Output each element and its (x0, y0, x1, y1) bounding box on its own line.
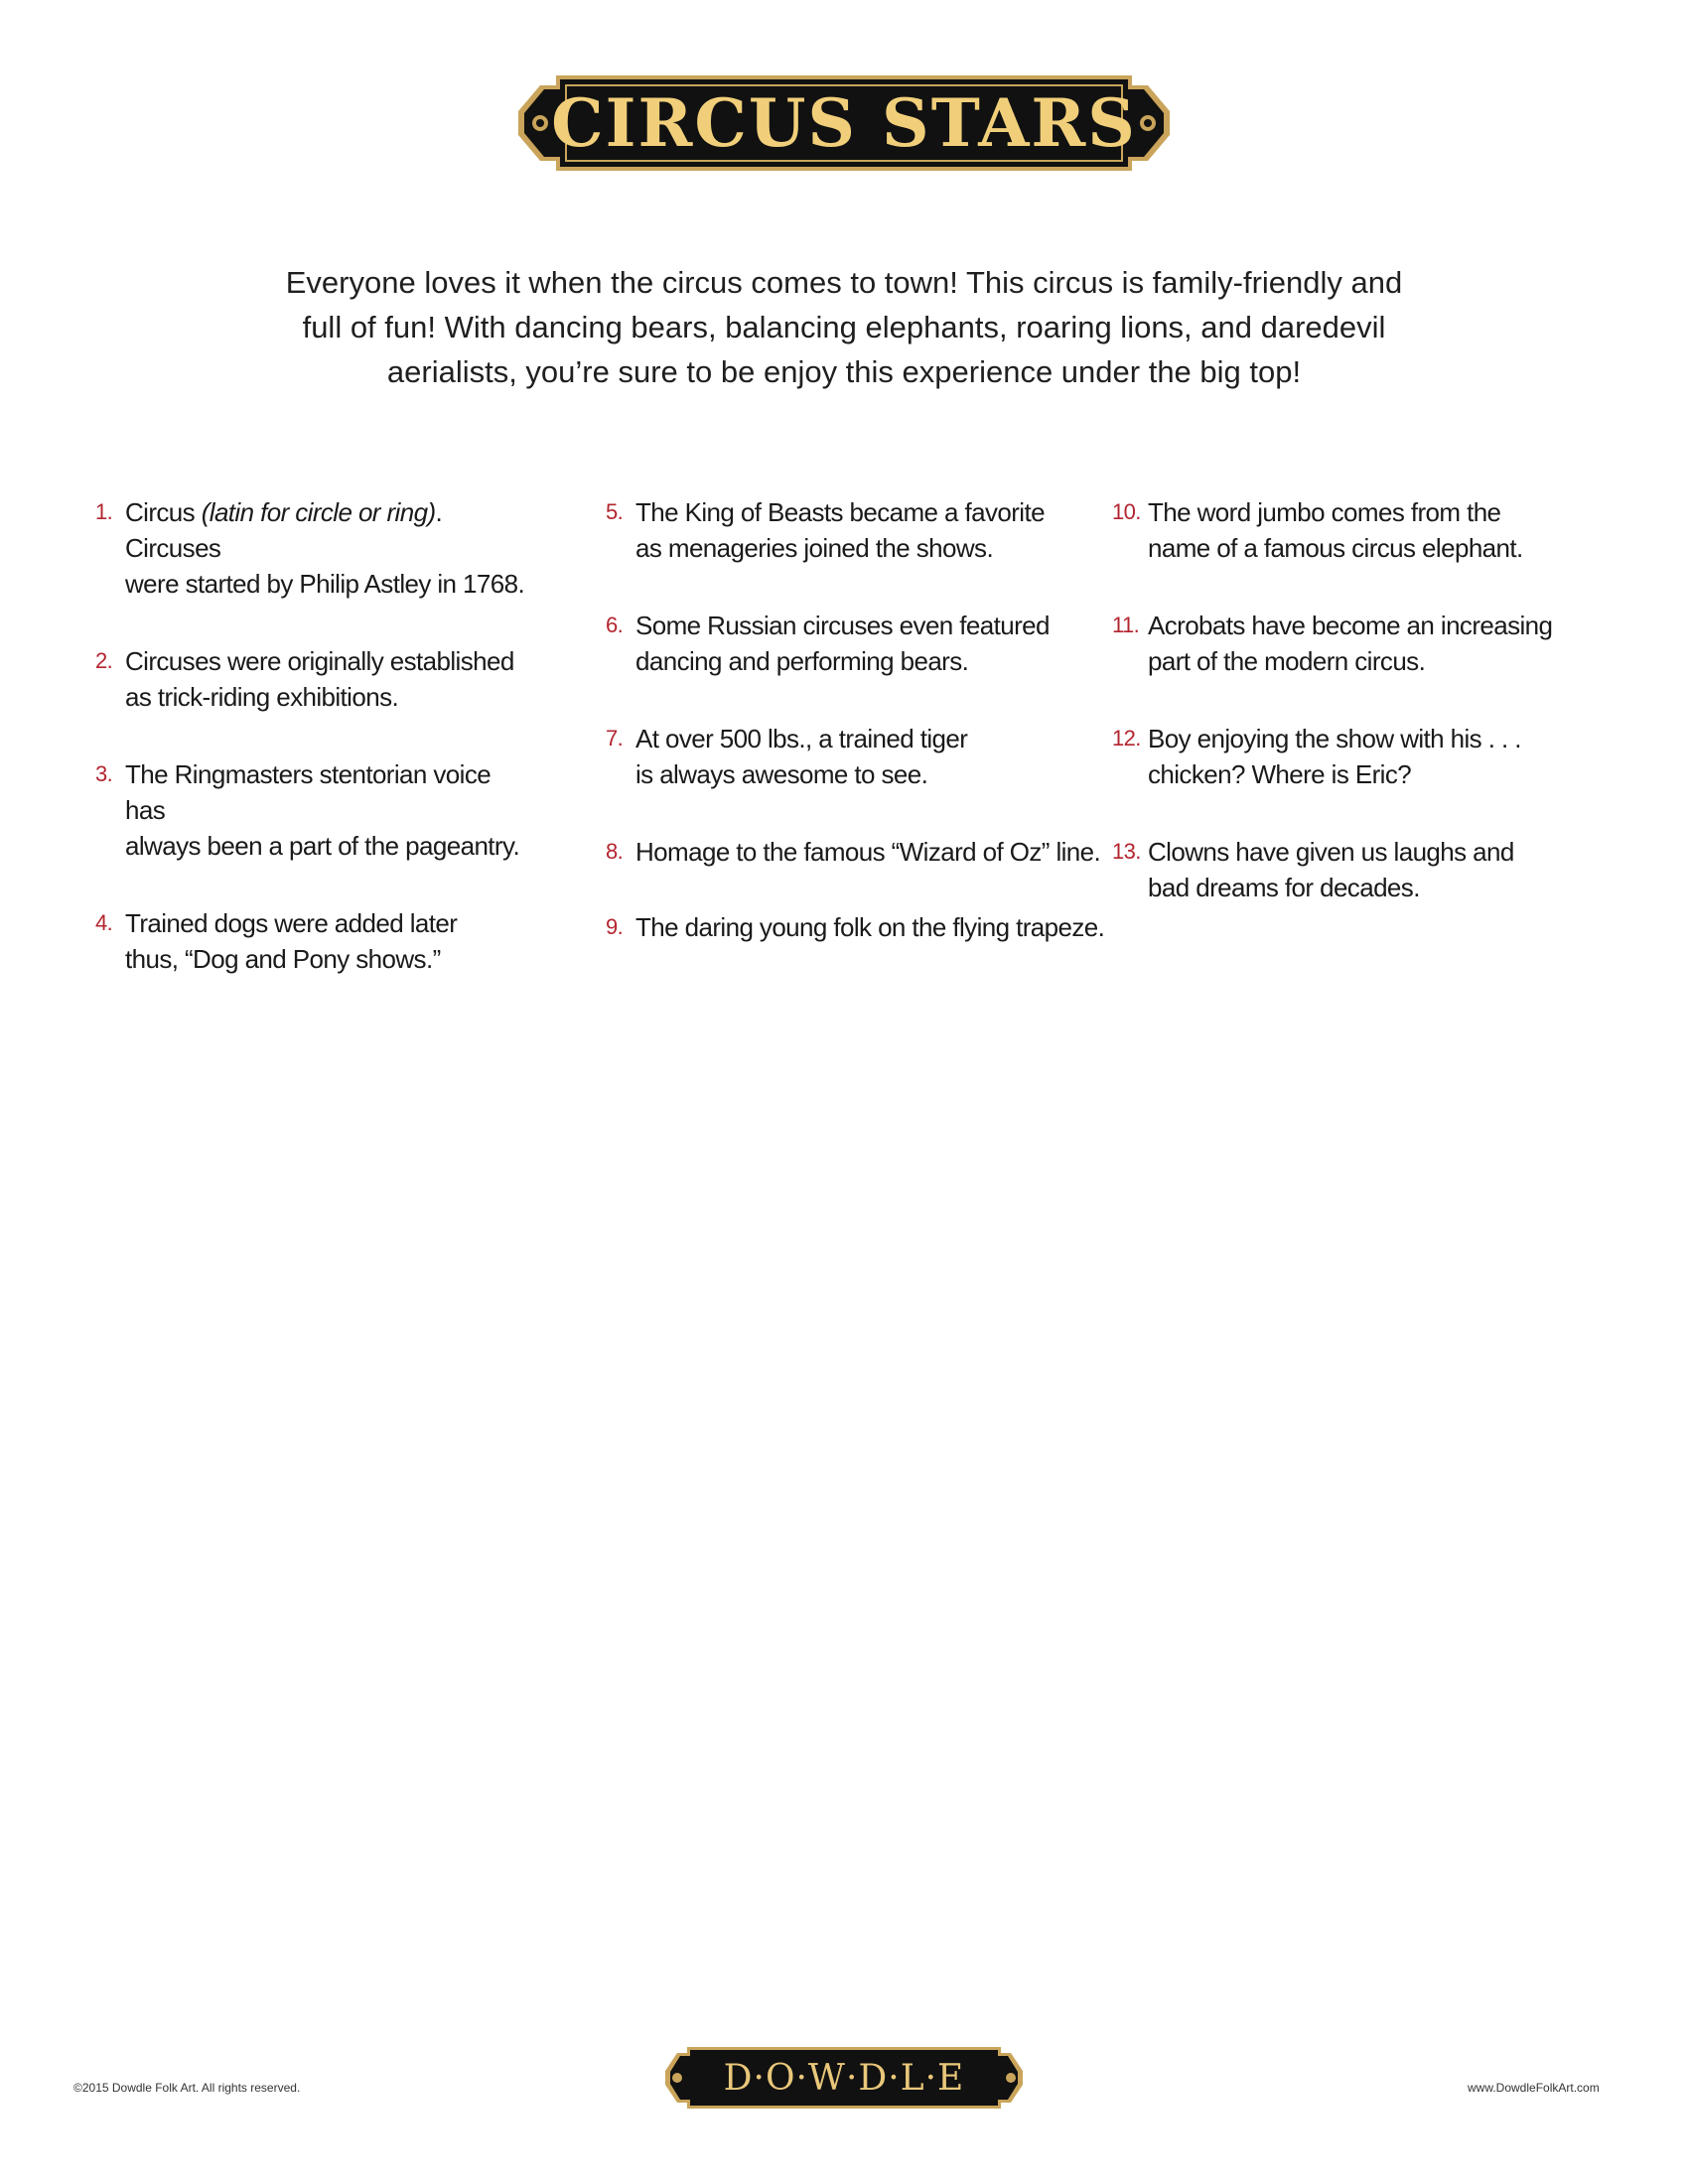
item-number: 12. (1112, 726, 1141, 751)
facts-column-1 (95, 494, 532, 1019)
title-banner (516, 73, 1172, 173)
list-item (95, 905, 532, 977)
item-text: The King of Beasts became a favorite as menageries joined the shows. (635, 497, 1045, 563)
item-number: 13. (1112, 839, 1141, 864)
facts-column-3 (1112, 494, 1609, 947)
list-item (1112, 494, 1609, 566)
list-item (606, 608, 1112, 679)
dowdle-logo (663, 2045, 1025, 2111)
intro-paragraph (228, 260, 1460, 394)
item-text: Circuses were originally established as trick-riding exhibitions. (125, 646, 514, 712)
facts-column-2 (606, 494, 1112, 987)
list-item (1112, 608, 1609, 679)
item-text (125, 494, 532, 602)
item-text: Clowns have given us laughs and bad dreams for decades. (1148, 837, 1514, 902)
list-item (95, 494, 532, 602)
intro-text: Everyone loves it when the circus comes to town! This circus is family-friendly and full of fun! With dancing bears, balancing elephants, roaring lions, and daredevil aerialists, you’re sure to be enjoy this experience under the big top! (285, 265, 1403, 389)
item-number: 5. (606, 499, 624, 524)
item-number: 10. (1112, 499, 1141, 524)
item-number: 2. (95, 648, 113, 673)
item-text: Boy enjoying the show with his . . . chicken? Where is Eric? (1148, 724, 1521, 789)
item-number: 7. (606, 726, 624, 751)
list-item (95, 756, 532, 864)
item-text: The daring young folk on the flying trapeze. (635, 912, 1105, 942)
item-number: 4. (95, 910, 113, 935)
item-number: 9. (606, 914, 624, 939)
item-text: Trained dogs were added later thus, “Dog and Pony shows.” (125, 908, 458, 974)
copyright-text: ©2015 Dowdle Folk Art. All rights reserved. (73, 2081, 301, 2095)
item-number: 1. (95, 499, 113, 524)
item-text-lead: Circus (125, 497, 202, 527)
list-item (606, 834, 1112, 870)
list-item (95, 643, 532, 715)
item-text: Homage to the famous “Wizard of Oz” line. (635, 837, 1101, 867)
item-number: 8. (606, 839, 624, 864)
logo-text: D·O·W·D·L·E (723, 2057, 965, 2099)
item-number: 3. (95, 761, 113, 786)
list-item (1112, 834, 1609, 905)
list-item (606, 721, 1112, 792)
list-item (1112, 721, 1609, 792)
website-url: www.DowdleFolkArt.com (1468, 2081, 1600, 2095)
item-text: The word jumbo comes from the name of a famous circus elephant. (1148, 497, 1523, 563)
item-text: The Ringmasters stentorian voice has always been a part of the pageantry. (125, 759, 520, 861)
item-text: Acrobats have become an increasing part of the modern circus. (1148, 611, 1553, 676)
page-title: CIRCUS STARS (551, 84, 1137, 162)
list-item (606, 909, 1112, 945)
list-item (606, 494, 1112, 566)
item-text-tail: . Circuses were started by Philip Astley in 1768. (125, 497, 525, 599)
item-text-italic: (latin for circle or ring) (201, 497, 436, 527)
item-text: At over 500 lbs., a trained tiger is always awesome to see. (635, 724, 968, 789)
item-text: Some Russian circuses even featured dancing and performing bears. (635, 611, 1050, 676)
item-number: 11. (1112, 613, 1140, 637)
item-number: 6. (606, 613, 624, 637)
